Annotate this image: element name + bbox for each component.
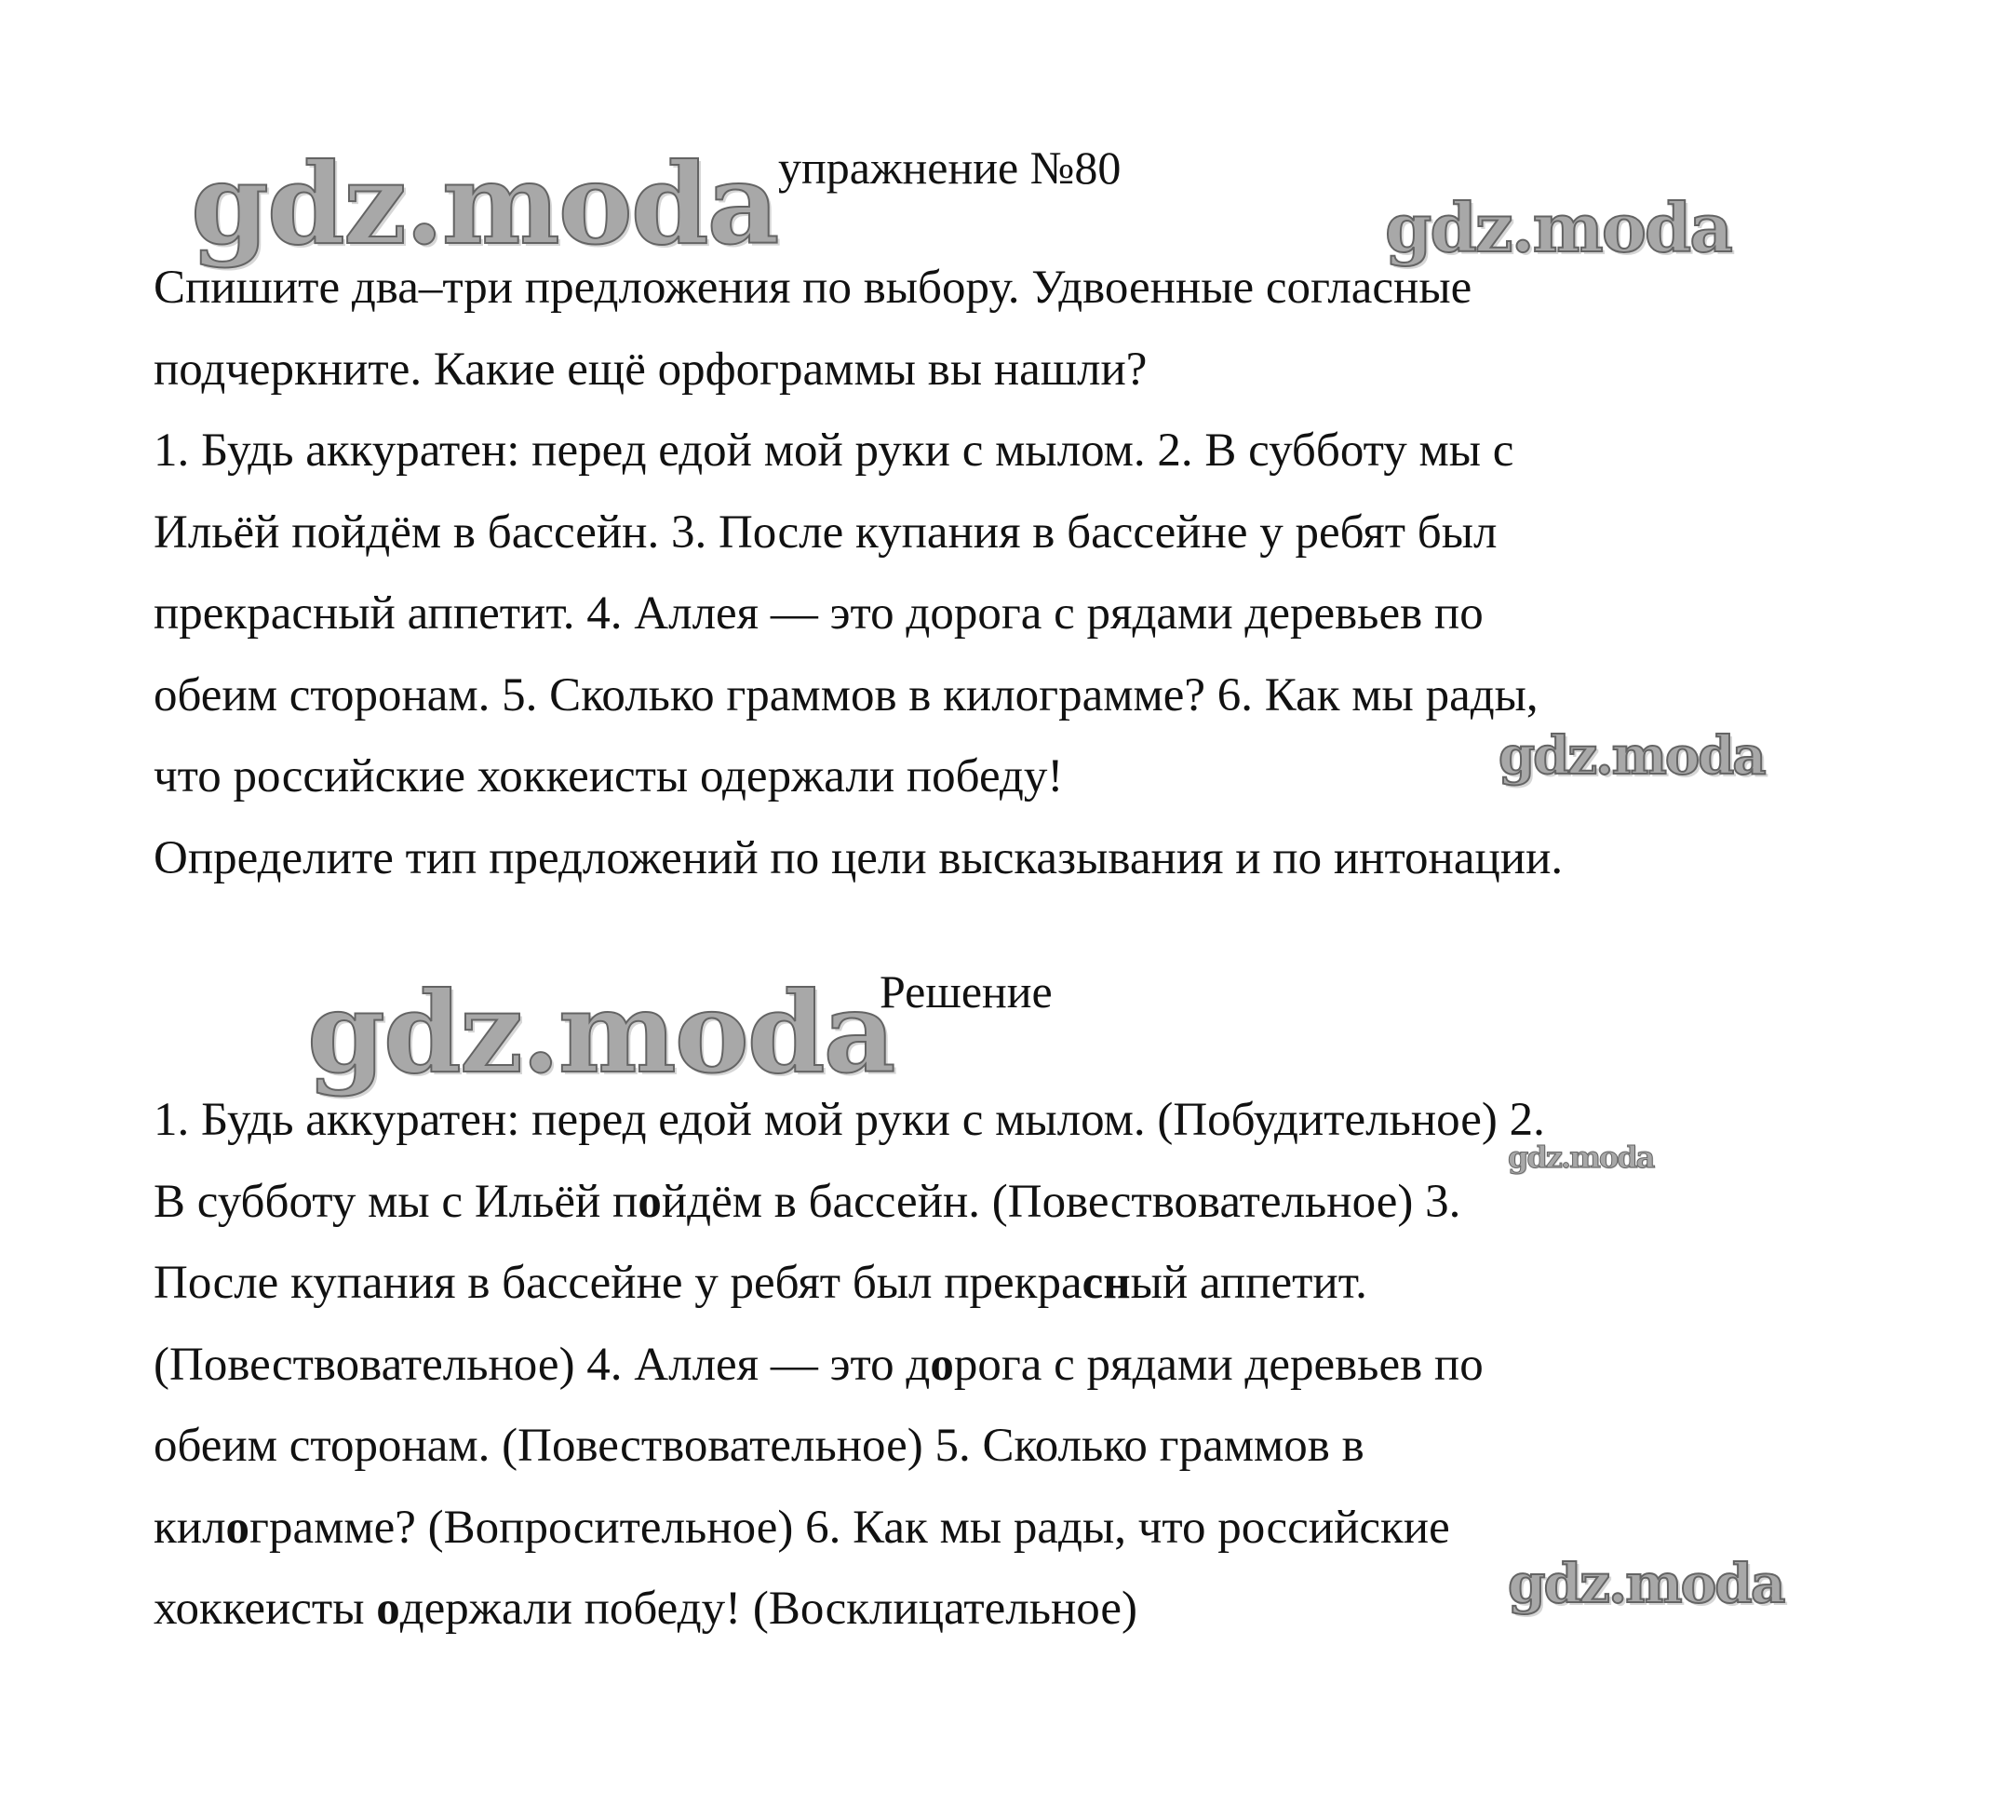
watermark-logo: gdz.moda	[1508, 1139, 1654, 1175]
text-segment: йдём в бассейн. (Повествовательное) 3.	[661, 1175, 1461, 1228]
task-line: прекрасный аппетит. 4. Аллея — это дорога с рядами деревьев по	[154, 587, 1484, 640]
text-segment: рога с рядами деревьев по	[953, 1338, 1484, 1391]
solution-line: 1. Будь аккуратен: перед едой мой руки с мылом. (Побудительное) 2.	[154, 1094, 1545, 1146]
text-segment: грамме? (Вопросительное) 6. Как мы рады, что российские	[249, 1501, 1450, 1554]
text-segment: держали победу! (Восклицательное)	[399, 1583, 1138, 1635]
solution-line	[154, 1243, 1829, 1325]
solution-line	[154, 1162, 1829, 1244]
task-line: Ильёй пойдём в бассейн. 3. После купания в бассейне у ребят был	[154, 506, 1498, 559]
highlighted-letter: о	[376, 1583, 400, 1635]
exercise-heading: упражнение №80	[778, 142, 1122, 194]
watermark-logo: gdz.moda	[1508, 1552, 1784, 1615]
text-segment: ый аппетит.	[1130, 1257, 1367, 1309]
watermark-logo: gdz.moda	[191, 139, 778, 270]
watermark-logo: gdz.moda	[307, 967, 894, 1099]
solution-line	[154, 1325, 1829, 1407]
highlighted-letter: о	[930, 1338, 954, 1391]
highlighted-letter: о	[638, 1175, 662, 1228]
task-line: 1. Будь аккуратен: перед едой мой руки с мылом. 2. В субботу мы с	[154, 425, 1514, 477]
task-line: что российские хоккеисты одержали победу!	[154, 750, 1064, 802]
highlighted-letter: сн	[1082, 1257, 1131, 1309]
solution-text	[154, 1080, 1829, 1651]
text-segment: кил	[154, 1501, 226, 1554]
task-line: Спишите два–три предложения по выбору. Удвоенные согласные	[154, 262, 1472, 314]
text-segment: В субботу мы с Ильёй п	[154, 1175, 638, 1228]
text-segment: После купания в бассейне у ребят был прекра	[154, 1257, 1082, 1309]
text-segment: (Повествовательное) 4. Аллея — это д	[154, 1338, 931, 1391]
highlighted-letter: о	[225, 1501, 250, 1554]
solution-line: обеим сторонам. (Повествовательное) 5. Сколько граммов в	[154, 1420, 1364, 1472]
task-line: подчеркните. Какие ещё орфограммы вы нашли?	[154, 343, 1148, 396]
solution-heading: Решение	[880, 965, 1053, 1018]
text-segment: хоккеисты	[154, 1583, 377, 1635]
task-line: обеим сторонам. 5. Сколько граммов в килограмме? 6. Как мы рады,	[154, 668, 1539, 721]
watermark-logo: gdz.moda	[1499, 725, 1765, 787]
solution-line	[154, 1488, 1829, 1570]
task-text	[154, 248, 1829, 899]
task-line: Определите тип предложений по цели высказывания и по интонации.	[154, 831, 1564, 884]
watermark-logo: gdz.moda	[1385, 188, 1731, 267]
solution-line	[154, 1569, 1829, 1651]
